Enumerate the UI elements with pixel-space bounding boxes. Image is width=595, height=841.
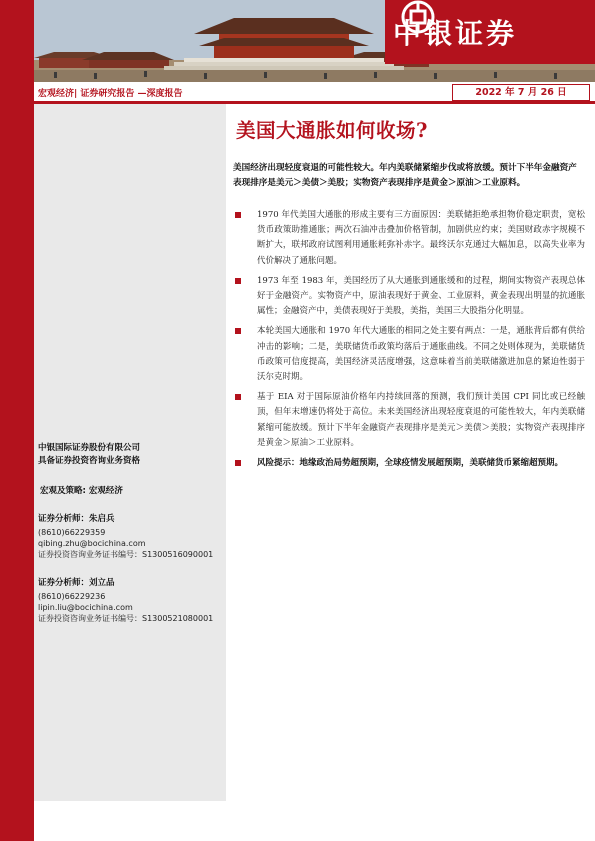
bank-of-china-logo-icon	[401, 0, 435, 34]
analyst-phone: (8610)66229236	[38, 592, 106, 601]
left-accent-strip	[0, 0, 34, 841]
analyst-name: 证券分析师：刘立品	[38, 578, 115, 588]
report-title: 美国大通胀如何收场?	[236, 119, 428, 142]
risk-warning-text: 风险提示：地缘政治局势超预期，全球疫情发展超预期，美联储货币紧缩超预期。	[257, 458, 564, 469]
list-item-text: 1973 年至 1983 年，美国经历了从大通胀到通胀缓和的过程，期间实物资产表现总体好于金融资产。实物资产中，原油表现好于黄金、工业原料，黄金表现出明显的抗通胀属性；金融资产中，美债表现好于美股，美指，美国三大股指分化明显。	[257, 275, 585, 317]
bullet-square-icon	[235, 460, 241, 466]
strategy-label: 宏观及策略: 宏观经济	[40, 486, 123, 496]
bullet-square-icon	[235, 278, 241, 284]
bullet-square-icon	[235, 394, 241, 400]
list-item	[233, 390, 585, 451]
report-info-bar	[34, 82, 595, 104]
analyst-card	[38, 578, 213, 624]
report-category: 宏观经济| 证券研究报告 —深度报告	[38, 89, 183, 99]
analyst-cert: 证券投资咨询业务证书编号：S1300521080001	[38, 614, 214, 623]
key-points-list	[233, 208, 585, 476]
list-item-text: 1970 年代美国大通胀的形成主要有三方面原因：美联储拒绝承担物价稳定职责，宽松货币政策助推通胀；两次石油冲击叠加价格管制，加剧供应约束；美国财政赤字规模不断扩大，联邦政府试图利用通胀耗弥补赤字。最终沃尔克通过大幅加息，以高失业率为代价解决了通胀问题。	[257, 210, 585, 266]
list-item-text: 本轮美国大通胀和 1970 年代大通胀的相同之处主要有两点：一是，通胀背后都有供给冲击的影响；二是，美联储货币政策均落后于通胀曲线。不同之处则体现为，美联储货币政策可信度提高，美国经济灵活度增强，这意味着当前美联储激进加息的紧迫性弱于沃尔克时期。	[257, 326, 585, 383]
brand-logo	[385, 0, 595, 64]
list-item	[233, 274, 585, 320]
analyst-cert: 证券投资咨询业务证书编号：S1300516090001	[38, 550, 214, 559]
bullet-square-icon	[235, 328, 241, 334]
list-item	[233, 324, 585, 385]
company-info	[38, 442, 140, 468]
company-qualification: 具备证券投资咨询业务资格	[38, 456, 141, 466]
analyst-name: 证券分析师：朱启兵	[38, 514, 115, 524]
analyst-card	[38, 514, 213, 560]
risk-warning	[233, 456, 585, 471]
bullet-square-icon	[235, 212, 241, 218]
analyst-email[interactable]: lipin.liu@bocichina.com	[38, 603, 133, 612]
company-name: 中银国际证券股份有限公司	[38, 443, 141, 453]
list-item	[233, 208, 585, 269]
list-item-text: 基于 EIA 对于国际原油价格年内持续回落的预测，我们预计美国 CPI 同比或已经触顶，但年末增速仍将处于高位。未来美国经济出现轻度衰退的可能性较大，年内美联储紧缩可能放缓。预计下半年金融资产表现排序是美元＞美债＞美股；实物资产表现排序是黄金＞原油＞工业原料。	[257, 392, 585, 448]
brand-name: 中银证券	[393, 17, 518, 50]
summary-paragraph: 美国经济出现轻度衰退的可能性较大。年内美联储紧缩步伐或将放缓。预计下半年金融资产表现排序是美元＞美债＞美股；实物资产表现排序是黄金＞原油＞工业原料。	[233, 163, 577, 188]
analyst-email[interactable]: qibing.zhu@bocichina.com	[38, 539, 146, 548]
report-date: 2022 年 7 月 26 日	[452, 84, 590, 101]
header-banner	[34, 0, 595, 82]
analyst-phone: (8610)66229359	[38, 528, 106, 537]
sidebar	[34, 104, 226, 801]
